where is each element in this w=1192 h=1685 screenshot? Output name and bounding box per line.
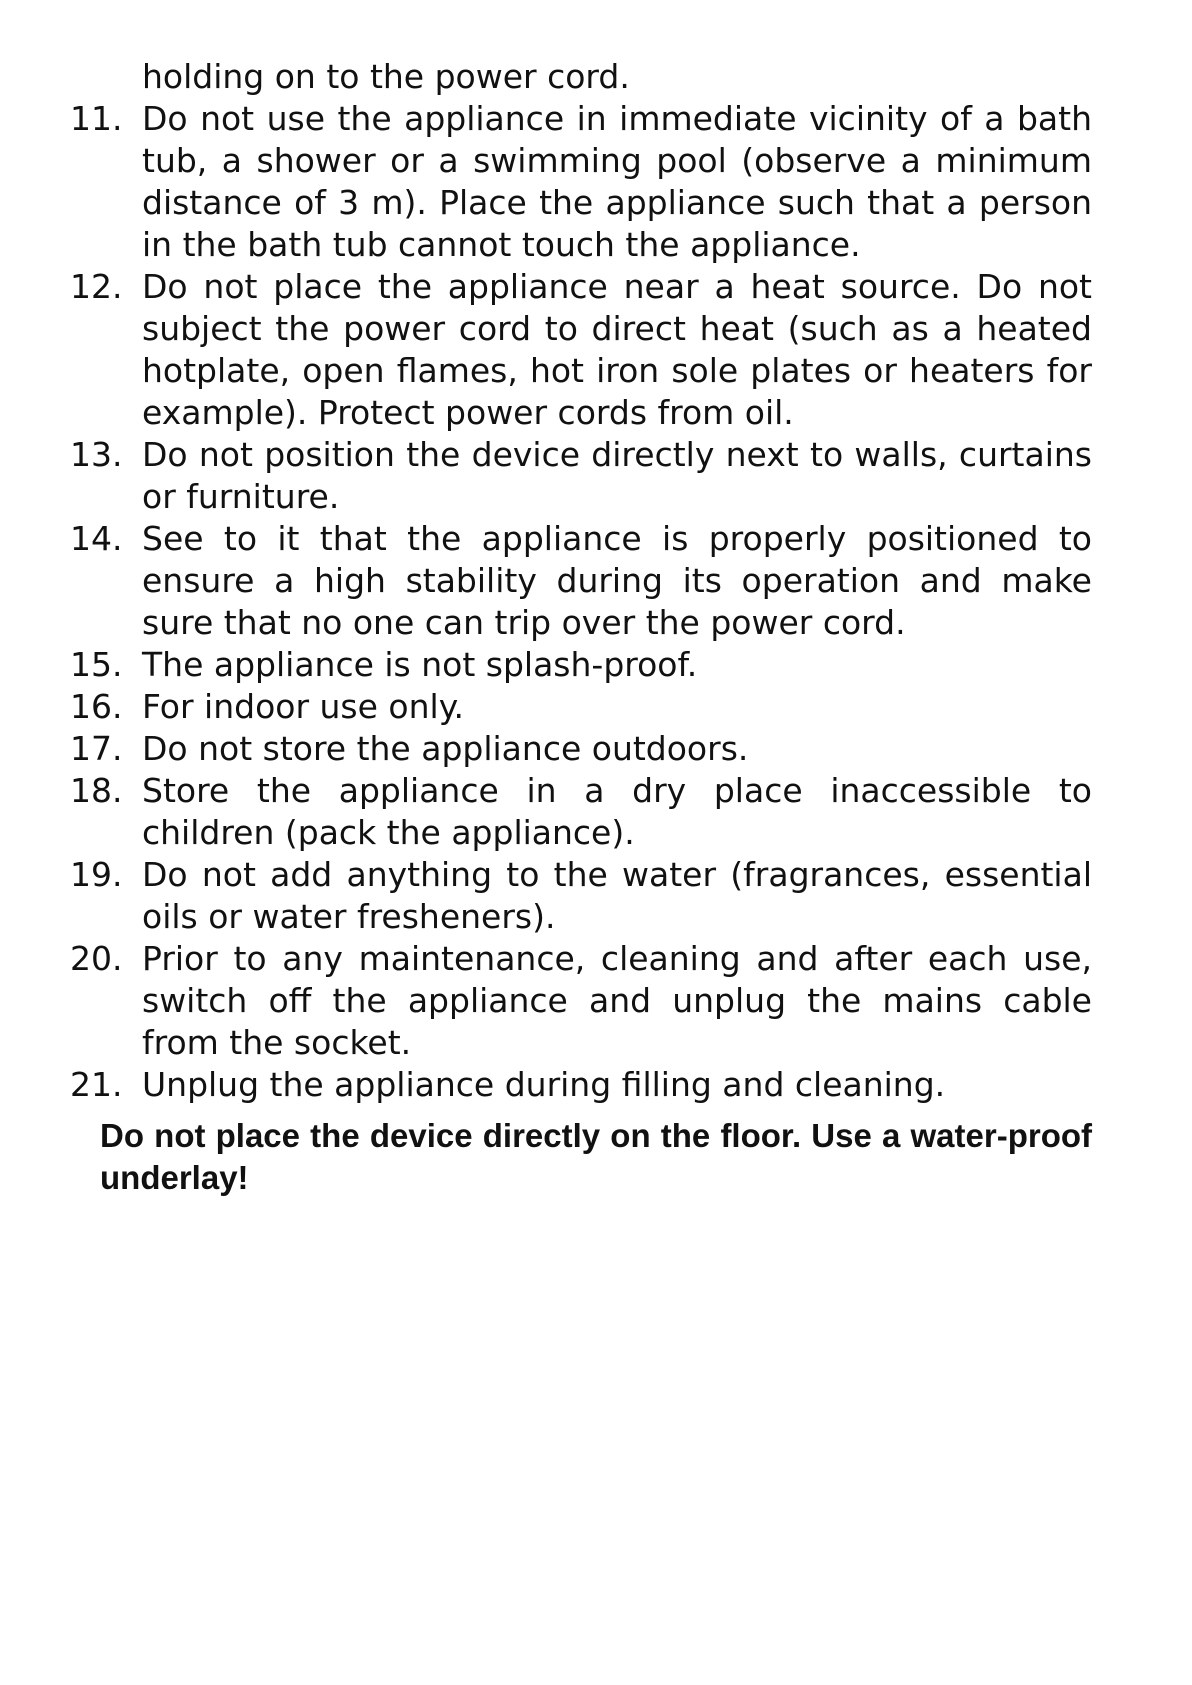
item-number: 19. xyxy=(70,855,123,894)
item-text: Do not add anything to the water (fragrances, essential oils or water fresheners). xyxy=(142,855,1092,936)
item-text: Prior to any maintenance, cleaning and after each use, switch off the appliance and unplug the mains cable from the socket. xyxy=(142,939,1092,1062)
item-text: Do not position the device directly next to walls, curtains or furniture. xyxy=(142,435,1092,516)
list-item xyxy=(70,266,1092,434)
continued-text: holding on to the power cord. xyxy=(142,57,630,96)
item-text: Do not place the appliance near a heat source. Do not subject the power cord to direct heat (such as a heated hotplate, open flames, hot iron sole plates or heaters for example). Protect power cords from oil. xyxy=(142,267,1092,432)
item-number: 15. xyxy=(70,645,123,684)
item-number: 17. xyxy=(70,729,123,768)
list-item xyxy=(70,518,1092,644)
item-text: For indoor use only. xyxy=(142,687,465,726)
list-item xyxy=(70,854,1092,938)
list-item xyxy=(70,98,1092,266)
list-item xyxy=(70,434,1092,518)
item-number: 21. xyxy=(70,1065,123,1104)
item-text: Store the appliance in a dry place inaccessible to children (pack the appliance). xyxy=(142,771,1092,852)
item-number: 18. xyxy=(70,771,123,810)
item-number: 13. xyxy=(70,435,123,474)
list-item xyxy=(70,644,1092,686)
floor-warning: Do not place the device directly on the floor. Use a water-proof underlay! xyxy=(100,1117,1092,1196)
item-number: 20. xyxy=(70,939,123,978)
item-text: See to it that the appliance is properly positioned to ensure a high stability during its operation and make sure that no one can trip over the power cord. xyxy=(142,519,1092,642)
item-text: The appliance is not splash-proof. xyxy=(142,645,698,684)
list-item xyxy=(70,728,1092,770)
item-number: 16. xyxy=(70,687,123,726)
item-number: 11. xyxy=(70,99,123,138)
item-text: Do not use the appliance in immediate vicinity of a bath tub, a shower or a swimming pool (observe a minimum distance of 3 m). Place the appliance such that a person in the bath tub cannot touch the appliance. xyxy=(142,99,1092,264)
item-number: 14. xyxy=(70,519,123,558)
list-item xyxy=(70,686,1092,728)
item-text: Unplug the appliance during filling and cleaning. xyxy=(142,1065,946,1104)
list-item xyxy=(70,938,1092,1064)
safety-instructions-list xyxy=(70,56,1092,1106)
item-text: Do not store the appliance outdoors. xyxy=(142,729,749,768)
item-number: 12. xyxy=(70,267,123,306)
list-item xyxy=(70,770,1092,854)
list-item xyxy=(70,1064,1092,1106)
